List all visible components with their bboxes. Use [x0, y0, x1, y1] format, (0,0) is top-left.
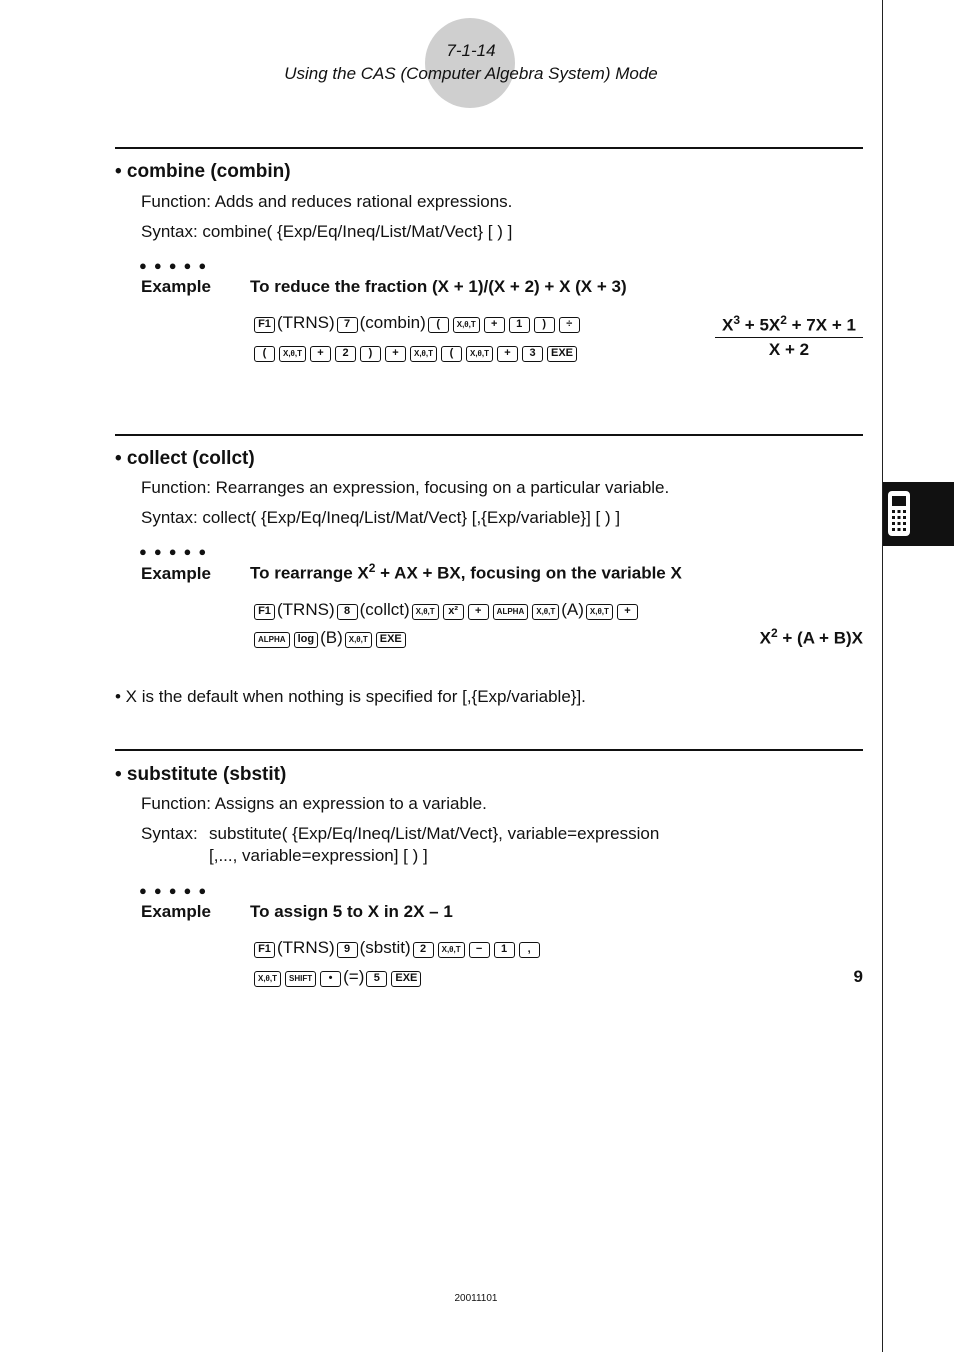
calculator-key: EXE	[547, 346, 577, 362]
calculator-key: 2	[335, 346, 356, 362]
calculator-key: −	[469, 942, 490, 958]
key-sequence-line	[252, 938, 542, 958]
section-title-collect: • collect (collct)	[115, 448, 255, 469]
calculator-key: 2	[413, 942, 434, 958]
calculator-key: (	[428, 317, 449, 333]
calculator-key: 7	[337, 317, 358, 333]
calculator-key: F1	[254, 317, 275, 333]
example-dots: ●●●●●	[139, 258, 214, 273]
page-number-circle	[425, 18, 515, 108]
example-label: Example	[141, 277, 211, 296]
note-text: • X is the default when nothing is specified for [,{Exp/variable}].	[115, 687, 586, 706]
calculator-key: ,	[519, 942, 540, 958]
fraction-bar	[715, 337, 863, 338]
example-dots: ●●●●●	[139, 544, 214, 559]
key-annotation: (TRNS)	[277, 313, 335, 332]
function-description: Function: Adds and reduces rational expressions.	[141, 192, 513, 211]
chapter-tab	[883, 482, 954, 546]
calculator-key: ÷	[559, 317, 580, 333]
calculator-key: (	[441, 346, 462, 362]
example-label: Example	[141, 902, 211, 921]
key-annotation: (B)	[320, 628, 343, 647]
page-header-title: Using the CAS (Computer Algebra System) Mode	[284, 64, 658, 83]
calculator-icon	[883, 482, 954, 546]
example-label: Example	[141, 564, 211, 583]
calculator-key: X,θ,T	[279, 346, 306, 362]
key-sequence-line	[252, 313, 582, 333]
calculator-key: X,θ,T	[438, 942, 465, 958]
section-title-combine: • combine (combin)	[115, 161, 291, 182]
key-annotation: (A)	[561, 600, 584, 619]
calculator-key: X,θ,T	[254, 971, 281, 987]
calculator-key: )	[360, 346, 381, 362]
calculator-key: )	[534, 317, 555, 333]
key-annotation: (TRNS)	[277, 600, 335, 619]
calculator-key: F1	[254, 604, 275, 620]
syntax-label: Syntax:	[141, 824, 198, 843]
syntax-line: substitute( {Exp/Eq/Ineq/List/Mat/Vect}, variable=expression	[209, 824, 660, 843]
result-numerator: $X^3 + 5X^2 + 7X + 1$	[722, 313, 856, 335]
calculator-key: ALPHA	[254, 632, 290, 648]
key-sequence-line	[252, 628, 408, 648]
calculator-key: 1	[494, 942, 515, 958]
calculator-key: x²	[443, 604, 464, 620]
calculator-key: 9	[337, 942, 358, 958]
calculator-key: X,θ,T	[586, 604, 613, 620]
page-number: 7-1-14	[446, 41, 496, 60]
calculator-key: X,θ,T	[410, 346, 437, 362]
margin-line	[882, 0, 883, 1352]
calculator-key: (	[254, 346, 275, 362]
syntax-line: [,..., variable=expression] [ ) ]	[209, 846, 428, 865]
footer-code: 20011101	[454, 1293, 498, 1304]
calculator-key: +	[484, 317, 505, 333]
key-annotation: (sbstit)	[359, 938, 411, 957]
key-sequence-line	[252, 342, 579, 362]
key-sequence-line	[252, 600, 640, 620]
calculator-key: +	[468, 604, 489, 620]
key-annotation: (collct)	[359, 600, 410, 619]
calculator-key: log	[294, 632, 319, 648]
example-title: To reduce the fraction (X + 1)/(X + 2) + X (X + 3)	[250, 277, 627, 296]
calculator-key: X,θ,T	[453, 317, 480, 333]
calculator-key: +	[617, 604, 638, 620]
example-title: To rearrange $X^2$ + AX + BX, focusing on the variable X	[250, 561, 682, 583]
calculator-key: X,θ,T	[466, 346, 493, 362]
calculator-key: •	[320, 971, 341, 987]
calculator-key: X,θ,T	[345, 632, 372, 648]
calculator-key: 1	[509, 317, 530, 333]
calculator-key: +	[497, 346, 518, 362]
function-description: Function: Assigns an expression to a variable.	[141, 794, 487, 813]
section-title-substitute: • substitute (sbstit)	[115, 764, 287, 785]
calculator-key: +	[385, 346, 406, 362]
key-annotation: (combin)	[359, 313, 426, 332]
function-description: Function: Rearranges an expression, focusing on a particular variable.	[141, 478, 670, 497]
calculator-key: X,θ,T	[412, 604, 439, 620]
calculator-key: EXE	[376, 632, 406, 648]
result-denominator: X + 2	[768, 340, 810, 359]
example-title: To assign 5 to X in 2X – 1	[250, 902, 453, 921]
calculator-key: EXE	[391, 971, 421, 987]
calculator-key: 5	[366, 971, 387, 987]
result-expression: $X^2 + (A + B)X$	[759, 626, 863, 648]
key-annotation: (=)	[343, 967, 365, 986]
calculator-key: 8	[337, 604, 358, 620]
syntax-line: Syntax: combine( {Exp/Eq/Ineq/List/Mat/Vect} [ ) ]	[141, 222, 513, 241]
section-divider	[115, 749, 863, 751]
calculator-key: SHIFT	[285, 971, 316, 987]
calculator-key: +	[310, 346, 331, 362]
result-value: 9	[853, 967, 863, 986]
calculator-key: ALPHA	[493, 604, 529, 620]
section-divider	[115, 147, 863, 149]
calculator-key: X,θ,T	[532, 604, 559, 620]
calculator-key: 3	[522, 346, 543, 362]
section-divider	[115, 434, 863, 436]
syntax-line: Syntax: collect( {Exp/Eq/Ineq/List/Mat/Vect} [,{Exp/variable}] [ ) ]	[141, 508, 621, 527]
example-dots: ●●●●●	[139, 883, 214, 898]
key-sequence-line	[252, 967, 423, 987]
key-annotation: (TRNS)	[277, 938, 335, 957]
calculator-key: F1	[254, 942, 275, 958]
